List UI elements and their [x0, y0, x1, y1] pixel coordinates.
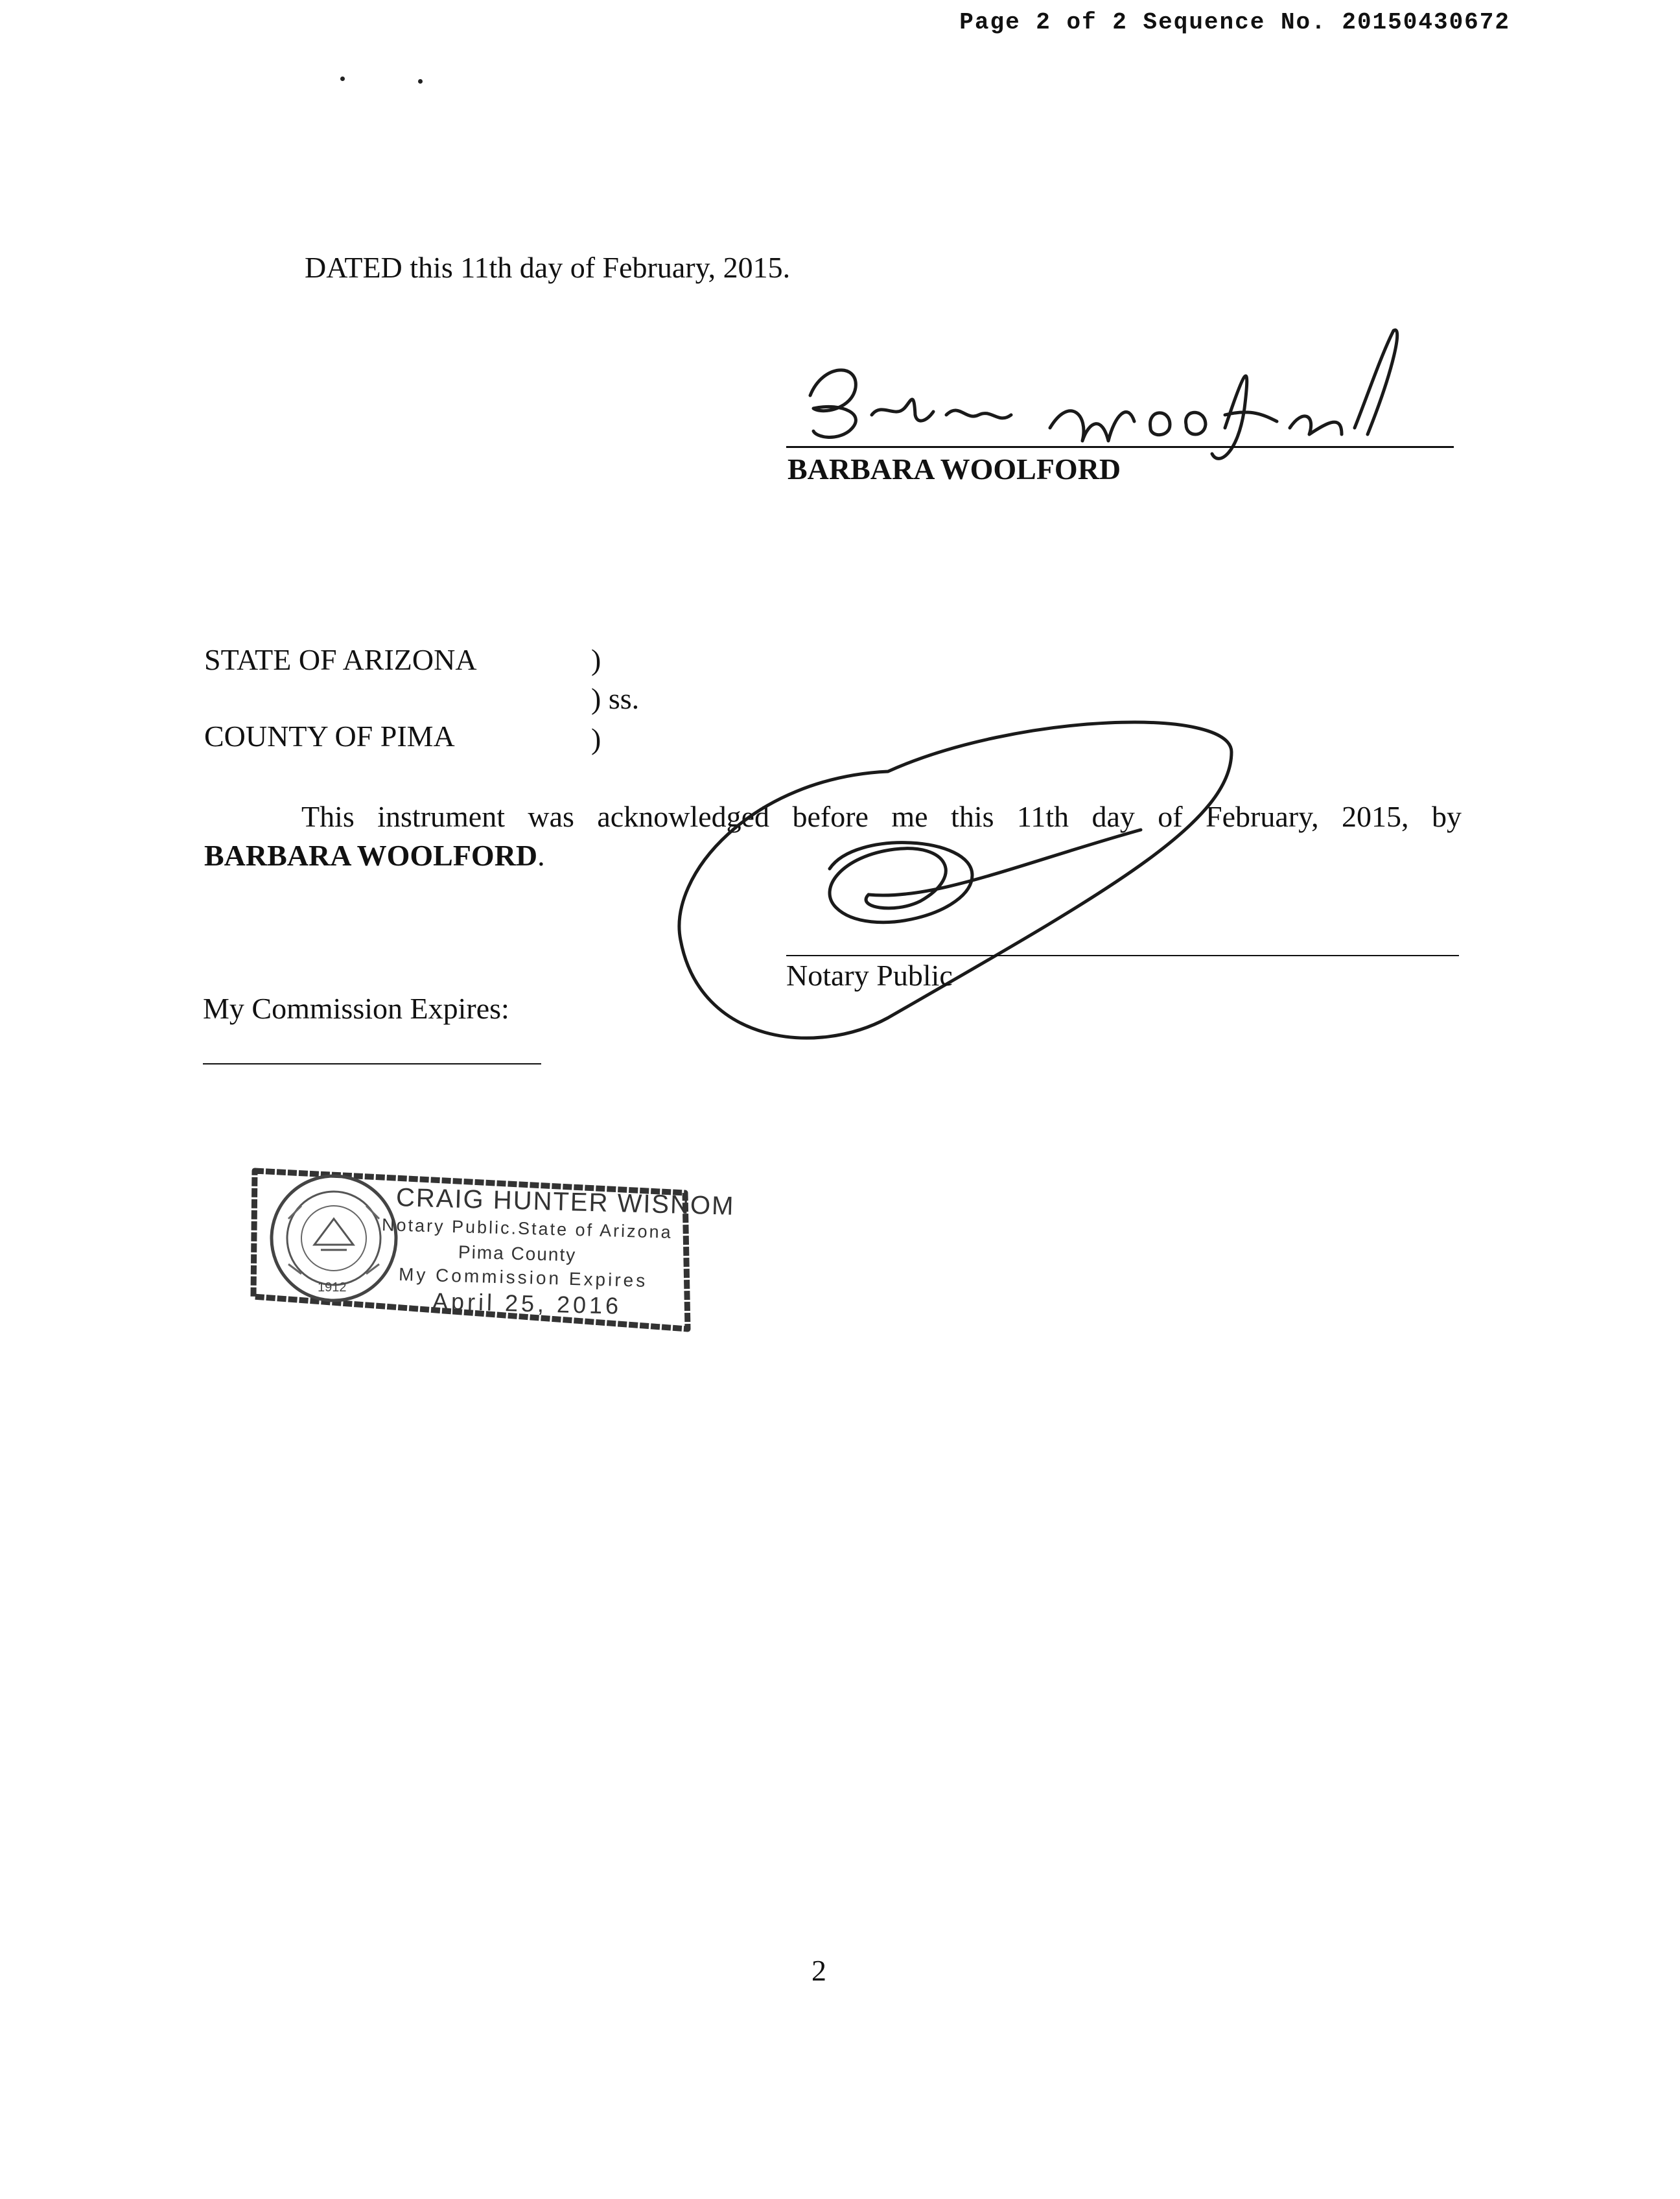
venue-paren: ): [591, 722, 601, 755]
scan-mark: [340, 76, 345, 81]
page-number: 2: [811, 1954, 826, 1987]
commission-label: My Commission Expires:: [203, 992, 509, 1025]
stamp-expires-date: April 25, 2016: [432, 1288, 622, 1319]
venue-state: STATE OF ARIZONA: [204, 643, 477, 676]
venue-county: COUNTY OF PIMA: [204, 720, 455, 753]
stamp-notary-name: CRAIG HUNTER WISNOM: [395, 1183, 735, 1221]
seal-year: 1912: [318, 1280, 347, 1295]
scan-mark: [418, 79, 423, 84]
venue-ss: ) ss.: [591, 682, 640, 715]
signature-image: [797, 318, 1419, 467]
acknowledgment-sentence: This instrument was acknowledged before me this 11th day of February, 2015, by: [301, 800, 1462, 833]
page-header: Page 2 of 2 Sequence No. 20150430672: [959, 9, 1510, 36]
notary-line: [786, 955, 1459, 956]
signer-name: BARBARA WOOLFORD: [788, 453, 1121, 486]
notary-label: Notary Public: [786, 959, 953, 992]
commission-line: [203, 1063, 541, 1064]
acknowledgment-period: .: [537, 839, 545, 872]
dated-line: DATED this 11th day of February, 2015.: [305, 251, 791, 284]
notary-signature-image: [661, 681, 1257, 1044]
stamp-expires-label: My Commission Expires: [398, 1264, 648, 1291]
venue-paren: ): [591, 643, 601, 676]
signature-line: [786, 446, 1454, 448]
acknowledgment-name: BARBARA WOOLFORD: [204, 839, 538, 872]
notary-stamp: [250, 1167, 735, 1335]
stamp-notary-title: Notary Public.State of Arizona: [381, 1215, 673, 1242]
stamp-county: Pima County: [458, 1241, 577, 1265]
